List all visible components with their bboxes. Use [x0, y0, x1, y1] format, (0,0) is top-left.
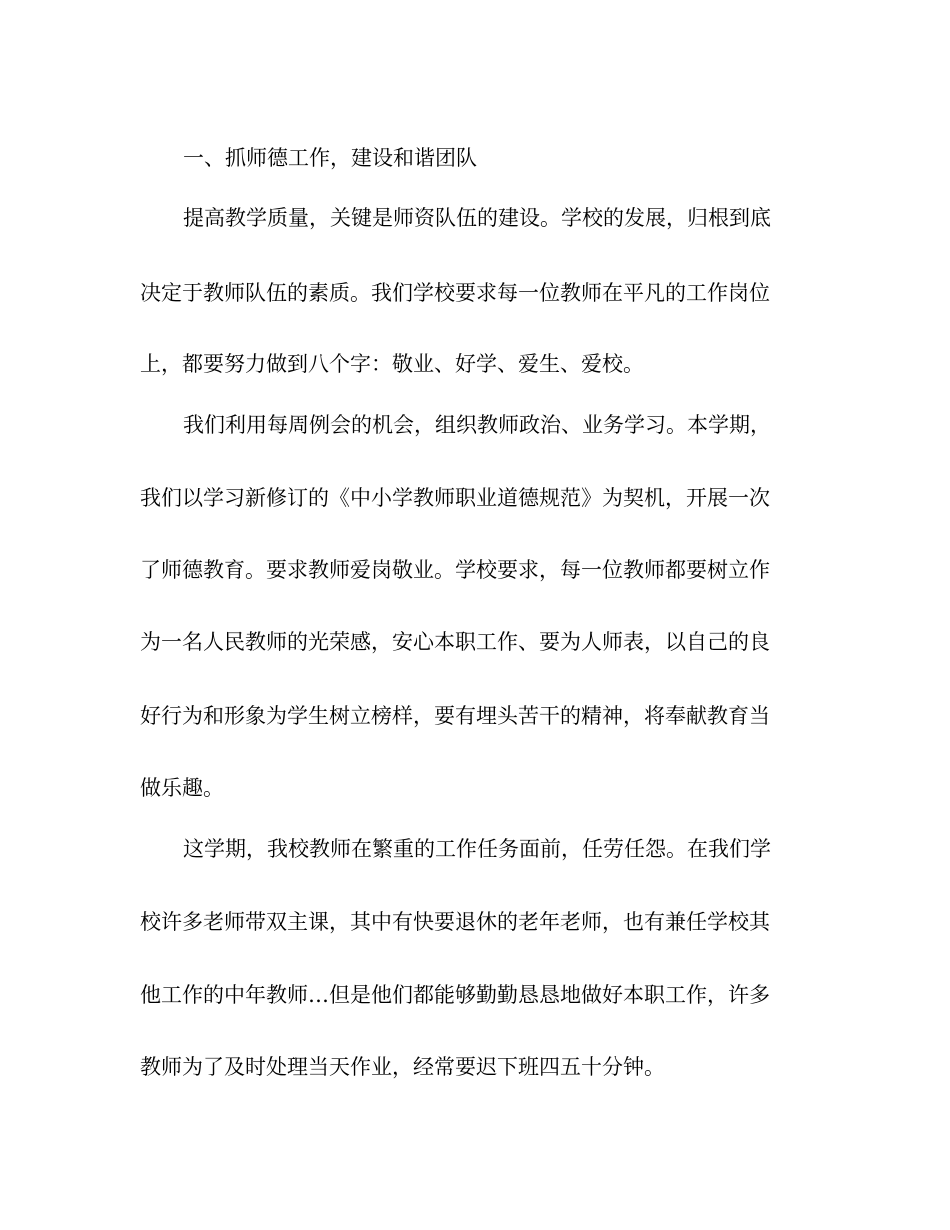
paragraph-1-line-3: 上，都要努力做到八个字：敬业、好学、爱生、爱校。	[140, 352, 644, 376]
paragraph-1-line-1: 提高教学质量，关键是师资队伍的建设。学校的发展，归根到底	[183, 206, 771, 230]
paragraph-2-line-1: 我们利用每周例会的机会，组织教师政治、业务学习。本学期，	[183, 413, 771, 437]
section-heading: 一、抓师德工作，建设和谐团队	[183, 146, 477, 170]
paragraph-2-line-4: 为一名人民教师的光荣感，安心本职工作、要为人师表，以自己的良	[140, 630, 770, 654]
paragraph-3-line-1: 这学期，我校教师在繁重的工作任务面前，任劳任怨。在我们学	[183, 837, 771, 861]
paragraph-3-line-2: 校许多老师带双主课，其中有快要退休的老年老师，也有兼任学校其	[140, 910, 770, 934]
paragraph-2-line-2: 我们以学习新修订的《中小学教师职业道德规范》为契机，开展一次	[140, 486, 770, 510]
paragraph-2-line-6: 做乐趣。	[140, 776, 224, 800]
paragraph-2-line-3: 了师德教育。要求教师爱岗敬业。学校要求，每一位教师都要树立作	[140, 558, 770, 582]
paragraph-3-line-3: 他工作的中年教师…但是他们都能够勤勤恳恳地做好本职工作，许多	[140, 983, 770, 1007]
paragraph-1-line-2: 决定于教师队伍的素质。我们学校要求每一位教师在平凡的工作岗位	[140, 281, 770, 305]
paragraph-3-line-4: 教师为了及时处理当天作业，经常要迟下班四五十分钟。	[140, 1055, 665, 1079]
paragraph-2-line-5: 好行为和形象为学生树立榜样，要有埋头苦干的精神，将奉献教育当	[140, 704, 770, 728]
